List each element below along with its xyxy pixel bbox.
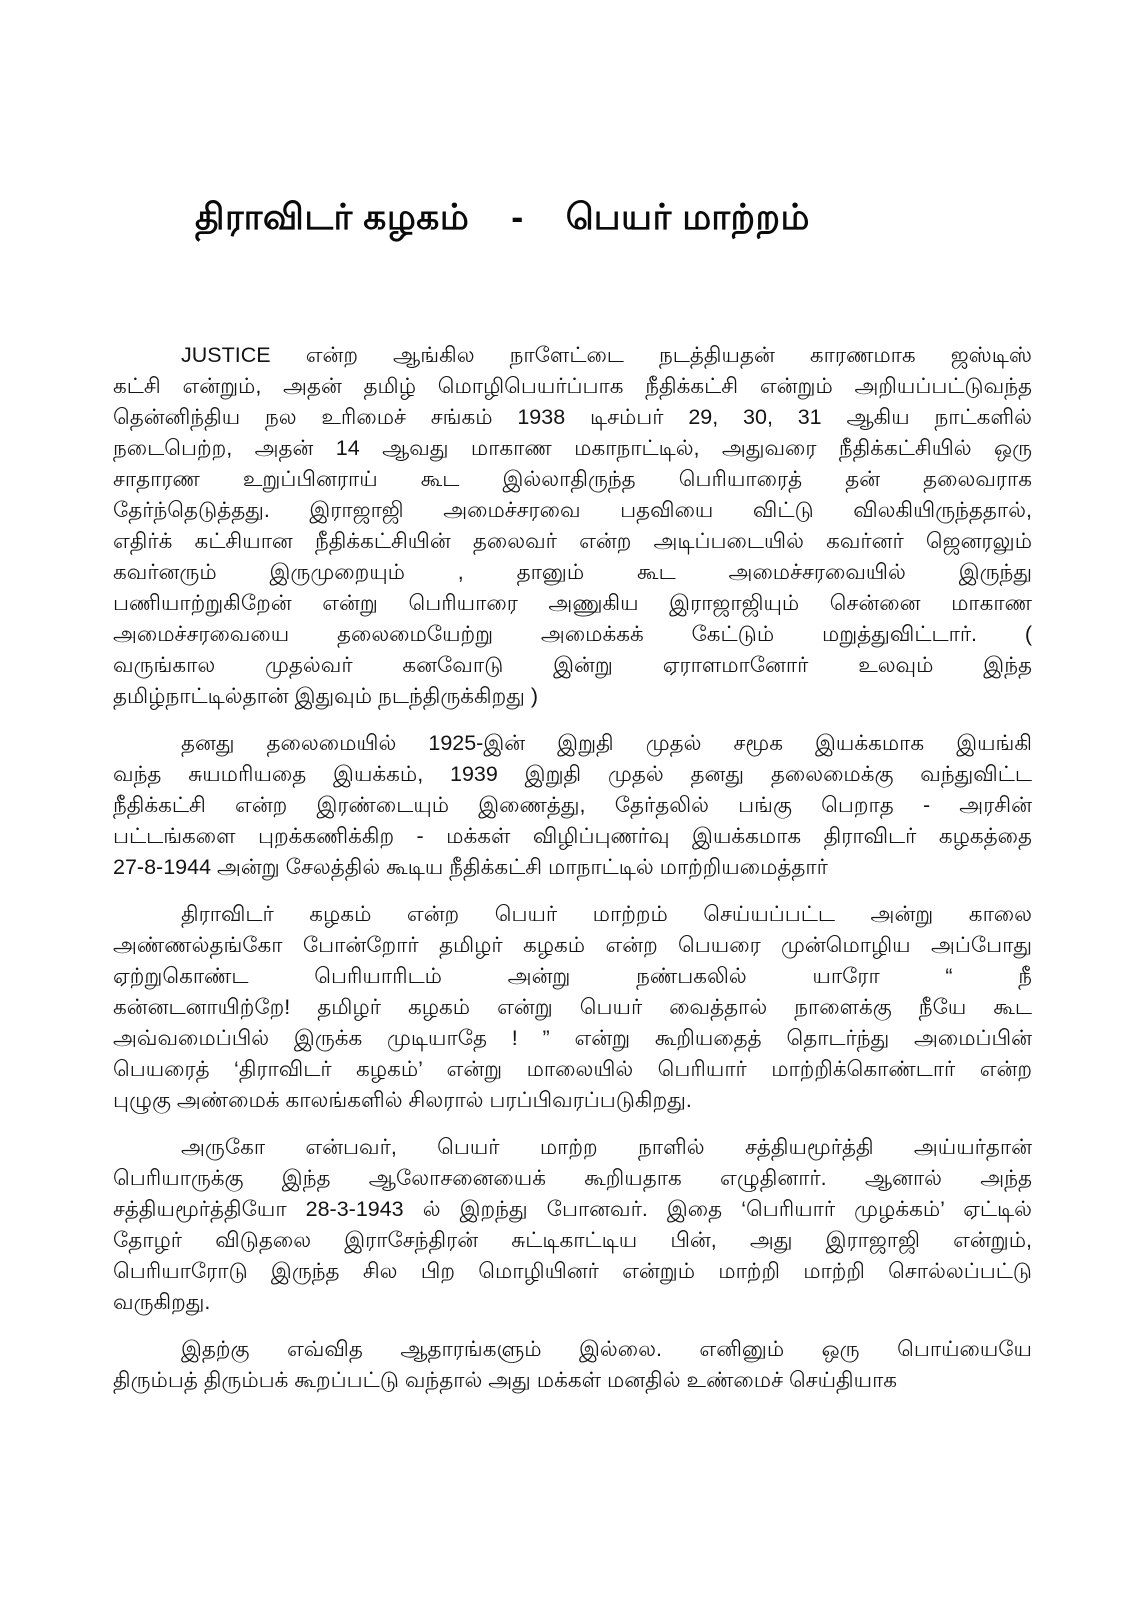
text-line: தமிழ்நாட்டில்தான் இதுவும் நடந்திருக்கிறது ) bbox=[113, 684, 539, 708]
text-line: தனது தலைமையில் 1925-இன் இறுதி முதல் சமூக இயக்கமாக இயங்கி bbox=[181, 731, 1032, 755]
text-line: JUSTICE என்ற ஆங்கில நாளேட்டை நடத்தியதன் காரணமாக ஜஸ்டிஸ் bbox=[181, 343, 1032, 367]
text-line: தோழர் விடுதலை இராசேந்திரன் சுட்டிகாட்டிய பின், அது இராஜாஜி என்றும், bbox=[113, 1228, 1032, 1252]
text-line: பணியாற்றுகிறேன் என்று பெரியாரை அணுகிய இராஜாஜியும் சென்னை மாகாண bbox=[113, 591, 1032, 615]
text-line: அருகோ என்பவர், பெயர் மாற்ற நாளில் சத்தியமூர்த்தி அய்யர்தான் bbox=[181, 1135, 1032, 1159]
text-line: எதிர்க் கட்சியான நீதிக்கட்சியின் தலைவர் என்ற அடிப்படையில் கவர்னர் ஜெனரலும் bbox=[113, 529, 1032, 553]
text-line: அமைச்சரவையை தலைமையேற்று அமைக்கக் கேட்டும் மறுத்துவிட்டார். ( bbox=[113, 622, 1032, 646]
text-line: ஏற்றுகொண்ட பெரியாரிடம் அன்று நண்பகலில் யாரோ “ நீ bbox=[113, 964, 1032, 988]
text-line: புழுகு அண்மைக் காலங்களில் சிலரால் பரப்பிவரப்படுகிறது. bbox=[113, 1088, 692, 1112]
text-line: நீதிக்கட்சி என்ற இரண்டையும் இணைத்து, தேர்தலில் பங்கு பெறாத - அரசின் bbox=[113, 793, 1032, 817]
text-line: திராவிடர் கழகம் என்ற பெயர் மாற்றம் செய்யப்பட்ட அன்று காலை bbox=[181, 902, 1032, 926]
page-title: திராவிடர் கழகம் - பெயர் மாற்றம் bbox=[194, 196, 811, 237]
text-line: வருங்கால முதல்வர் கனவோடு இன்று ஏராளமானோர் உலவும் இந்த bbox=[113, 653, 1032, 677]
text-line: அவ்வமைப்பில் இருக்க முடியாதே ! ” என்று கூறியதைத் தொடர்ந்து அமைப்பின் bbox=[113, 1026, 1032, 1050]
text-line: சத்தியமூர்த்தியோ 28-3-1943 ல் இறந்து போனவர். இதை ‘பெரியார் முழக்கம்’ ஏட்டில் bbox=[113, 1197, 1032, 1221]
text-line: கவர்னரும் இருமுறையும் , தானும் கூட அமைச்சரவையில் இருந்து bbox=[113, 560, 1032, 584]
text-line: திரும்பத் திரும்பக் கூறப்பட்டு வந்தால் அது மக்கள் மனதில் உண்மைச் செய்தியாக bbox=[113, 1368, 898, 1392]
text-line: பட்டங்களை புறக்கணிக்கிற - மக்கள் விழிப்புணர்வு இயக்கமாக திராவிடர் கழகத்தை bbox=[113, 824, 1032, 848]
paragraph bbox=[113, 1132, 1032, 1318]
text-line: தென்னிந்திய நல உரிமைச் சங்கம் 1938 டிசம்பர் 29, 30, 31 ஆகிய நாட்களில் bbox=[113, 405, 1032, 429]
text-line: கன்னடனாயிற்றே! தமிழர் கழகம் என்று பெயர் வைத்தால் நாளைக்கு நீயே கூட bbox=[113, 995, 1032, 1019]
paragraph bbox=[113, 1334, 1032, 1396]
text-line: இதற்கு எவ்வித ஆதாரங்களும் இல்லை. எனினும் ஒரு பொய்யையே bbox=[181, 1337, 1032, 1361]
text-line: வந்த சுயமரியதை இயக்கம், 1939 இறுதி முதல் தனது தலைமைக்கு வந்துவிட்ட bbox=[113, 762, 1032, 786]
paragraph bbox=[113, 728, 1032, 883]
text-line: பெரியாரோடு இருந்த சில பிற மொழியினர் என்றும் மாற்றி மாற்றி சொல்லப்பட்டு bbox=[113, 1259, 1032, 1283]
text-line: நடைபெற்ற, அதன் 14 ஆவது மாகாண மகாநாட்டில், அதுவரை நீதிக்கட்சியில் ஒரு bbox=[113, 436, 1032, 460]
text-line: சாதாரண உறுப்பினராய் கூட இல்லாதிருந்த பெரியாரைத் தன் தலைவராக bbox=[113, 467, 1032, 491]
paragraph bbox=[113, 340, 1032, 712]
text-line: பெரியாருக்கு இந்த ஆலோசனையைக் கூறியதாக எழுதினார். ஆனால் அந்த bbox=[113, 1166, 1032, 1190]
text-line: பெயரைத் ‘திராவிடர் கழகம்’ என்று மாலையில் பெரியார் மாற்றிக்கொண்டார் என்ற bbox=[113, 1057, 1032, 1081]
text-line: 27-8-1944 அன்று சேலத்தில் கூடிய நீதிக்கட்சி மாநாட்டில் மாற்றியமைத்தார் bbox=[113, 855, 828, 879]
text-line: வருகிறது. bbox=[113, 1290, 211, 1314]
text-line: கட்சி என்றும், அதன் தமிழ் மொழிபெயர்ப்பாக நீதிக்கட்சி என்றும் அறியப்பட்டுவந்த bbox=[113, 374, 1032, 398]
paragraph bbox=[113, 899, 1032, 1116]
text-line: தேர்ந்தெடுத்தது. இராஜாஜி அமைச்சரவை பதவியை விட்டு விலகியிருந்ததால், bbox=[113, 498, 1032, 522]
text-line: அண்ணல்தங்கோ போன்றோர் தமிழர் கழகம் என்ற பெயரை முன்மொழிய அப்போது bbox=[113, 933, 1032, 957]
document-body bbox=[113, 340, 1032, 1396]
